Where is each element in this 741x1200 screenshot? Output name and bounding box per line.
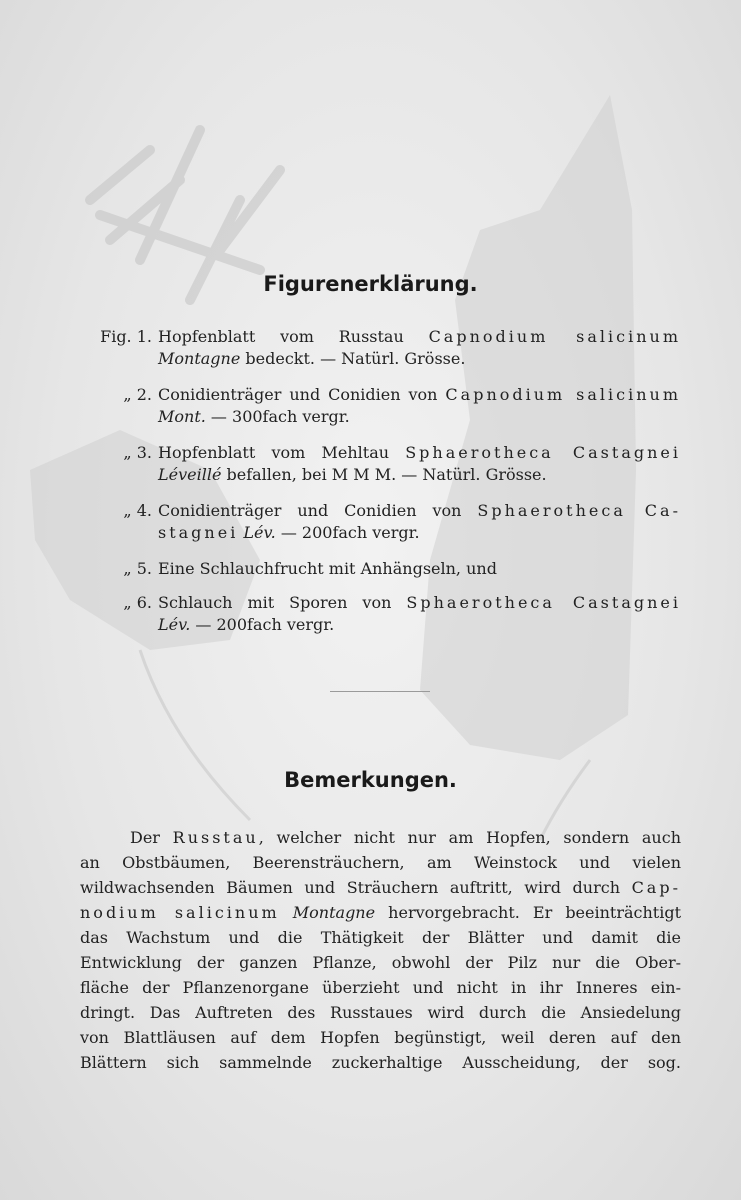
figure-line-2: Montagne bedeckt. — Natürl. Grösse.: [158, 349, 466, 368]
figure-line-2: Lév. — 200fach vergr.: [158, 615, 335, 634]
figure-item-5: [80, 558, 681, 580]
paragraph-line: von Blattläusen auf dem Hopfen begünstigt, weil deren auf den: [80, 1028, 681, 1047]
paragraph-line: wildwachsenden Bäumen und Sträuchern auftritt, wird durch Cap-: [80, 878, 681, 897]
paragraph-line: das Wachstum und die Thätigkeit der Blätter und damit die: [80, 928, 681, 947]
paragraph-line: dringt. Das Auftreten des Russtaues wird durch die Ansiedelung: [80, 1003, 681, 1022]
paragraph-line: nodium salicinum Montagne hervorgebracht. Er beeinträchtigt: [80, 903, 682, 922]
remarks-paragraph: [80, 825, 681, 1075]
paragraph-line: an Obstbäumen, Beerensträuchern, am Weinstock und vielen: [80, 853, 681, 872]
figure-line-2: Léveillé befallen, bei M M M. — Natürl. Grösse.: [158, 465, 547, 484]
paragraph-line: fläche der Pflanzenorgane überzieht und nicht in ihr Inneres ein-: [80, 978, 681, 997]
figures-heading: Figurenerklärung.: [263, 272, 478, 296]
figure-number: „ 4.: [123, 501, 152, 520]
paragraph-line: Entwicklung der ganzen Pflanze, obwohl der Pilz nur die Ober-: [80, 953, 681, 972]
figure-item-4: [80, 500, 681, 544]
section-divider: [330, 691, 430, 692]
figure-number: „ 5.: [123, 559, 152, 578]
figure-line-1: Schlauch mit Sporen von Sphaerotheca Castagnei: [158, 593, 681, 612]
ghost-stem-left: [140, 650, 250, 820]
figure-line-1: Hopfenblatt vom Russtau Capnodium salicinum: [158, 327, 681, 346]
figure-line-1: Conidienträger und Conidien von Capnodium salicinum: [158, 385, 681, 404]
figure-line-2: Mont. — 300fach vergr.: [158, 407, 350, 426]
figure-number: „ 3.: [123, 443, 152, 462]
figure-item-6: [80, 592, 681, 636]
figure-line-2: stagnei Lév. — 200fach vergr.: [158, 523, 420, 542]
figure-number: Fig. 1.: [100, 327, 152, 346]
figure-item-1: [80, 326, 681, 370]
figure-number: „ 6.: [123, 593, 152, 612]
figure-line-1: Eine Schlauchfrucht mit Anhängseln, und: [158, 559, 497, 578]
figure-line-1: Conidienträger und Conidien von Sphaerotheca Ca-: [158, 501, 681, 520]
paragraph-line: Blättern sich sammelnde zuckerhaltige Ausscheidung, der sog.: [80, 1053, 681, 1072]
remarks-heading: Bemerkungen.: [284, 768, 457, 792]
figure-line-1: Hopfenblatt vom Mehltau Sphaerotheca Castagnei: [158, 443, 681, 462]
figure-item-3: [80, 442, 681, 486]
figure-number: „ 2.: [123, 385, 152, 404]
paragraph-line: Der Russtau, welcher nicht nur am Hopfen, sondern auch: [130, 828, 682, 847]
figure-item-2: [80, 384, 681, 428]
